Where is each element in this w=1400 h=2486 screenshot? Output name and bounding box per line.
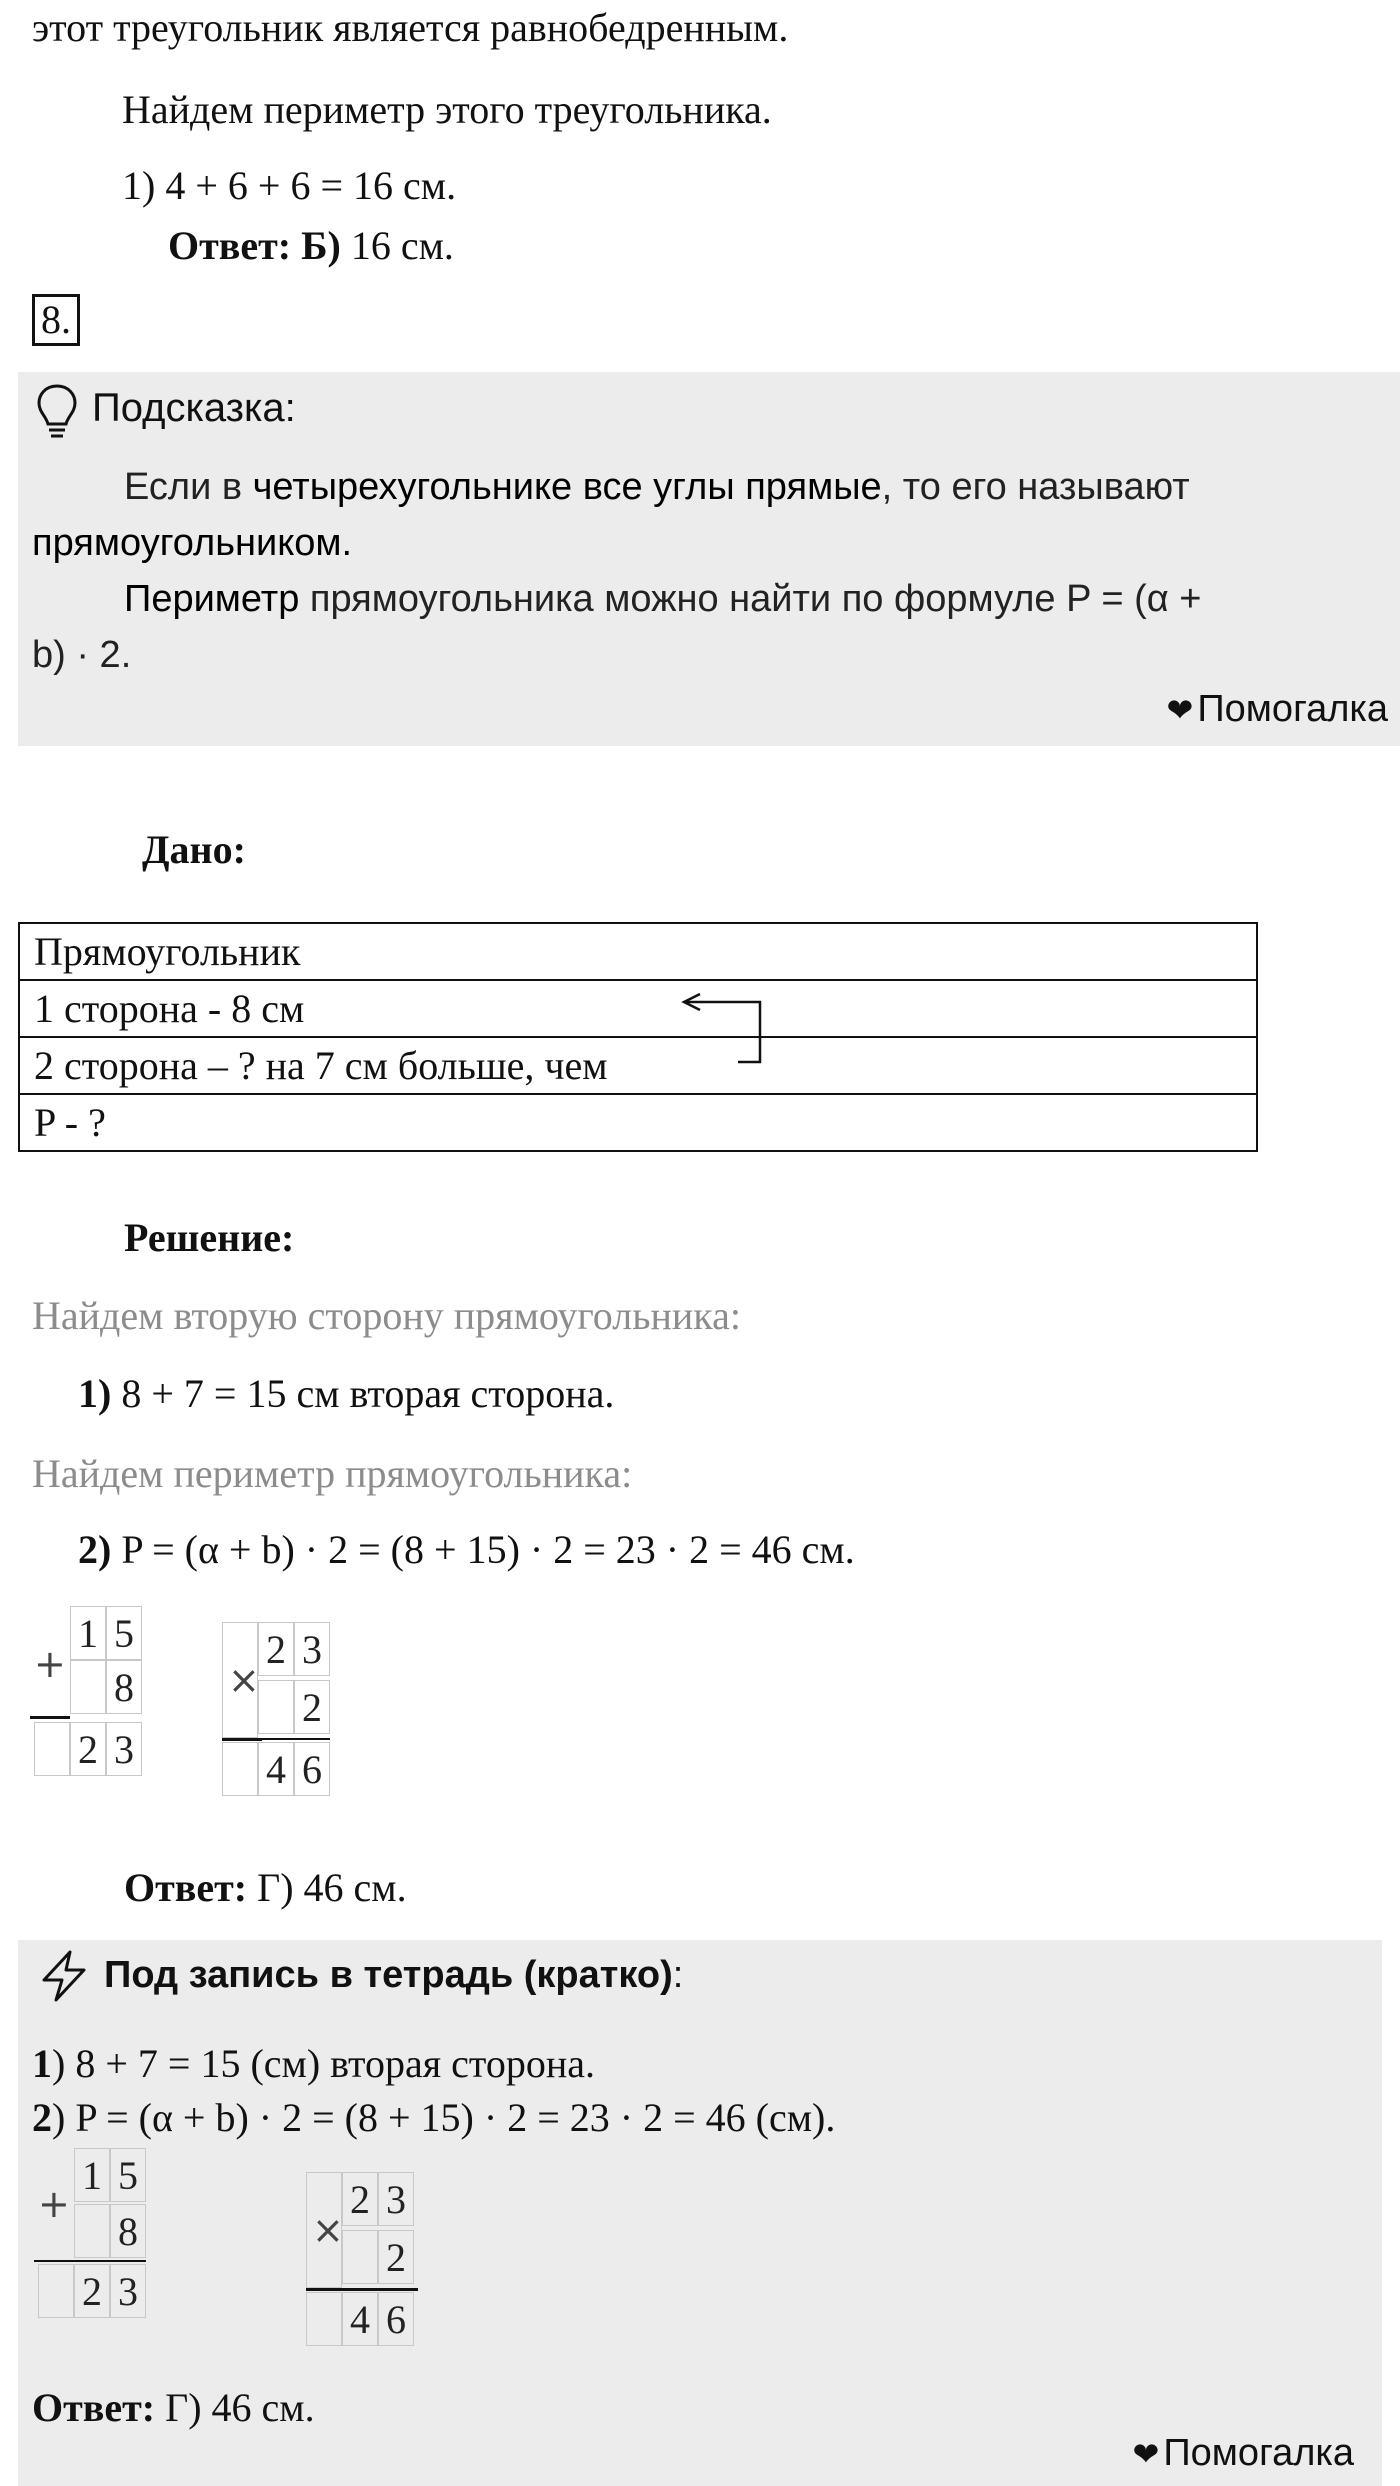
digit: 5 [110,2148,146,2202]
digit: 4 [342,2292,378,2346]
digit: 5 [106,1606,142,1660]
digit [74,2204,110,2258]
hint-paragraph-2 [124,578,1201,621]
product-rule [306,2288,418,2291]
answer-value: Г) 46 см. [155,2385,315,2430]
digit: 3 [110,2264,146,2318]
times-icon: × [312,2208,344,2252]
given-table [18,922,1258,1152]
hint-paragraph-2-cont: b) · 2. [32,634,132,676]
hint-emphasis: четырехугольнике все углы прямые [252,466,882,508]
empty-cell [38,2264,74,2318]
answer-label: Ответ: [124,1865,248,1910]
notebook-line-1 [32,2040,595,2088]
empty-cell [34,1722,70,1776]
hint-paragraph-1-cont [32,522,352,565]
answer-value: Г) 46 см. [247,1865,407,1910]
lightbulb-icon [34,382,80,442]
step-text: ) P = (α + b) · 2 = (8 + 15) · 2 = 23 · 2 = 46 (см). [52,2095,836,2140]
given-title: Дано: [142,827,246,872]
given-row: 2 сторона – ? на 7 см больше, чем [19,1037,1257,1094]
empty-cell [306,2292,342,2346]
digit: 3 [106,1722,142,1776]
digit: 2 [342,2172,378,2226]
digit: 6 [378,2292,414,2346]
digit: 8 [110,2204,146,2258]
digit: 1 [70,1606,106,1660]
digit: 3 [378,2172,414,2226]
reference-arrow-icon [678,992,798,1072]
given-row: Прямоугольник [19,923,1257,980]
hint-paragraph-1 [124,466,1190,509]
hint-text: прямоугольника можно найти по формуле P = (α + [299,578,1202,620]
hint-brand [1167,688,1388,731]
hint-text: , то его называют [881,466,1190,508]
given-row: 1 сторона - 8 см [19,980,1257,1037]
solution-answer [124,1864,407,1912]
heart-icon: ❤ [1166,692,1194,728]
hint-emphasis: прямоугольником [32,522,342,564]
sum-rule [30,1716,70,1719]
digit: 2 [70,1722,106,1776]
sum-rule [34,2260,146,2262]
heart-icon: ❤ [1132,2436,1160,2472]
notebook-title [104,1954,683,1997]
step-number: 2 [32,2095,52,2140]
hint-panel [18,372,1400,746]
times-icon: × [228,1658,260,1702]
notebook-title-end: : [672,1954,684,1996]
notebook-panel [18,1940,1382,2486]
intro-calc: 1) 4 + 6 + 6 = 16 см. [122,163,457,208]
step-number: 1 [32,2041,52,2086]
step-number: 1) [78,1371,112,1416]
solution-step-2 [78,1526,855,1574]
step-number: 2) [78,1527,112,1572]
lightning-icon [36,1948,92,2004]
column-multiplication [306,2172,430,2348]
answer-label: Ответ: [32,2385,156,2430]
digit: 2 [294,1680,330,1734]
task-number: 8. [32,294,80,346]
hint-emphasis: Периметр [124,578,300,620]
solution-note-1: Найдем вторую сторону прямоугольника: [32,1293,741,1338]
digit: 2 [378,2230,414,2284]
product-rule [262,1738,330,1740]
brand-label: Помогалка [1197,688,1388,730]
digit: 6 [294,1742,330,1796]
column-multiplication [222,1622,346,1798]
step-text: ) 8 + 7 = 15 (см) вторая сторона. [52,2041,596,2086]
intro-line-1: этот треугольник является равнобедренным. [32,5,789,50]
column-addition [30,1606,154,1782]
plus-icon: + [34,1642,66,1686]
intro-answer [168,222,454,270]
solution-note-2: Найдем периметр прямоугольника: [32,1451,633,1496]
step-text: 8 + 7 = 15 см вторая сторона. [121,1371,615,1416]
product-rule [222,1738,262,1741]
digit [342,2230,378,2284]
digit: 8 [106,1660,142,1714]
hint-text: Если в [124,466,253,508]
column-addition [34,2148,158,2324]
solution-title: Решение: [124,1215,295,1260]
notebook-title-text: Под запись в тетрадь (кратко) [104,1954,673,1996]
step-text: P = (α + b) · 2 = (8 + 15) · 2 = 23 · 2 = 46 см. [121,1527,855,1572]
notebook-brand [1133,2432,1354,2475]
digit: 1 [74,2148,110,2202]
digit: 2 [258,1622,294,1676]
notebook-line-2 [32,2094,835,2142]
intro-answer-value: 16 см. [350,223,454,268]
digit: 4 [258,1742,294,1796]
given-row: P - ? [19,1094,1257,1151]
empty-cell [222,1742,258,1796]
digit: 3 [294,1622,330,1676]
intro-answer-label: Ответ: Б) [168,223,341,268]
hint-text: . [341,522,353,564]
solution-step-1 [78,1370,614,1418]
digit: 2 [74,2264,110,2318]
digit [258,1680,294,1734]
hint-title: Подсказка: [92,386,296,430]
intro-line-2: Найдем периметр этого треугольника. [122,87,772,132]
notebook-answer [32,2384,315,2432]
brand-label: Помогалка [1163,2432,1354,2474]
digit [70,1660,106,1714]
plus-icon: + [38,2182,70,2226]
